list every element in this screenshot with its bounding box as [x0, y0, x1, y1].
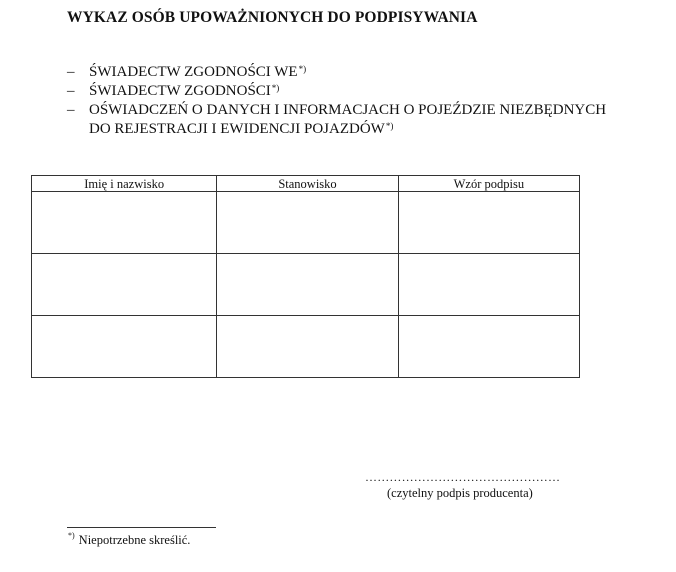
footnote-mark: *): [68, 531, 75, 540]
list-item-text: ŚWIADECTW ZGODNOŚCI WE: [89, 64, 298, 80]
cell-name[interactable]: [32, 192, 217, 254]
table-header-row: [32, 176, 580, 192]
footnote-text: Niepotrzebne skreślić.: [78, 533, 191, 547]
cell-signature[interactable]: [398, 254, 579, 316]
footnote-mark: *): [298, 64, 307, 74]
table-row: [32, 254, 580, 316]
cell-signature[interactable]: [398, 316, 579, 378]
cell-signature[interactable]: [398, 192, 579, 254]
dash-bullet: –: [67, 83, 75, 99]
cell-position[interactable]: [217, 316, 398, 378]
cell-name[interactable]: [32, 316, 217, 378]
signature-caption: (czytelny podpis producenta): [387, 486, 533, 500]
table-row: [32, 316, 580, 378]
list-item-text: DO REJESTRACJI I EWIDENCJI POJAZDÓW: [89, 121, 385, 137]
cell-name[interactable]: [32, 254, 217, 316]
list-item-continuation: [67, 120, 606, 139]
cell-position[interactable]: [217, 192, 398, 254]
list-item: [67, 63, 606, 82]
dash-bullet: –: [67, 64, 75, 80]
document-types-list: [67, 63, 606, 139]
cell-position[interactable]: [217, 254, 398, 316]
dash-bullet: –: [67, 102, 75, 118]
list-item: [67, 101, 606, 120]
footnote-mark: *): [385, 121, 394, 131]
signatories-table: [31, 175, 580, 378]
footnote-separator: [67, 527, 216, 528]
table-row: [32, 192, 580, 254]
document-title: WYKAZ OSÓB UPOWAŻNIONYCH DO PODPISYWANIA: [67, 9, 478, 26]
footnote: [67, 533, 190, 548]
list-item: [67, 82, 606, 101]
header-signature-sample: Wzór podpisu: [398, 176, 579, 192]
list-item-text: ŚWIADECTW ZGODNOŚCI: [89, 83, 271, 99]
header-name: Imię i nazwisko: [32, 176, 217, 192]
header-position: Stanowisko: [217, 176, 398, 192]
signature-line[interactable]: …………………………………………: [365, 470, 561, 484]
footnote-mark: *): [271, 83, 280, 93]
list-item-text: OŚWIADCZEŃ O DANYCH I INFORMACJACH O POJEŹDZIE NIEZBĘDNYCH: [89, 102, 607, 118]
